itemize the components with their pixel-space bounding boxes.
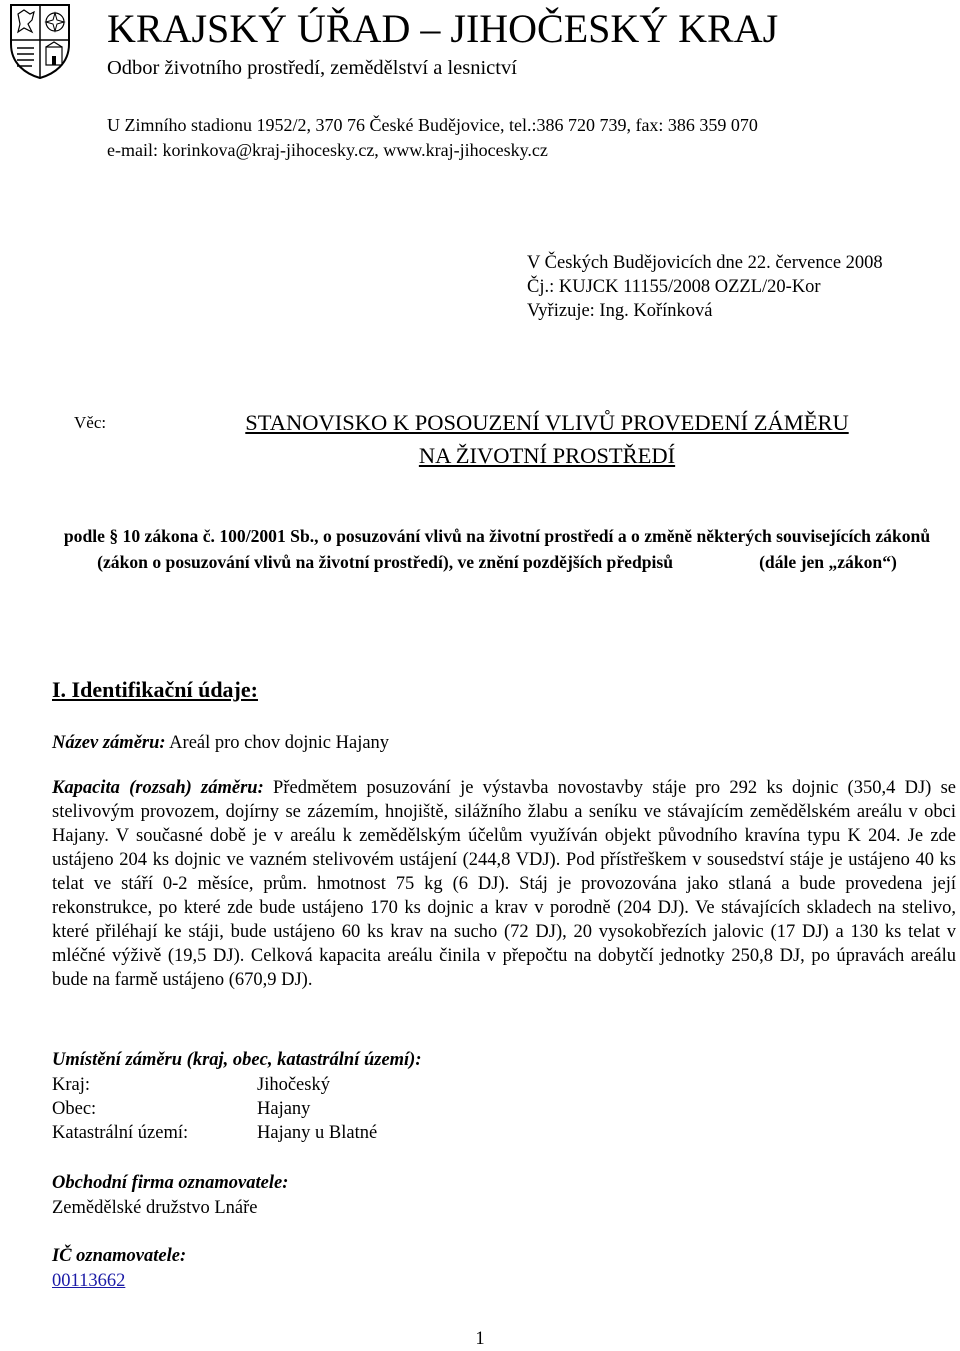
page-number: 1: [475, 1329, 485, 1349]
subject-title-line2: NA ŽIVOTNÍ PROSTŘEDÍ: [418, 443, 676, 468]
location-heading: Umístění záměru (kraj, obec, katastrální území):: [52, 1050, 422, 1070]
document-date: V Českých Budějovicích dne 22. července 2008: [527, 253, 883, 273]
authority-title: KRAJSKÝ ÚŘAD – JIHOČESKÝ KRAJ: [107, 6, 779, 51]
capacity-text: Předmětem posuzování je výstavba novostavby stáje pro 292 ks dojnic (350,4 DJ) se stelivovým provozem, dojírny se zázemím, hnojiště, silážního žlabu a seníku ve stávajícím zemědělském areálu v obci Hajany. V současné době je v areálu k zemědělským účelům využíván objekt původního kravína typu K 204. Je zde ustájeno 204 ks dojnic ve vazném stelivovém ustájení (244,8 VDJ). Pod přístřeškem v sousedství stáje je ustájeno 40 ks telat ve stáří 0-2 měsíce, prům. hmotnost 75 kg (6 DJ). Stáj je provozována jako stlaná a bude provedena její rekonstrukce, po které zde bude ustájeno 170 ks dojnic a krav v porodně (204 DJ). Ve stávajících skladech na stelivo, které přiléhají ke stáji, bude ustájeno 60 ks krav na sucho (72 DJ), 20 vysokobřezích jalovic (17 DJ) a 130 ks telat v mléčné výživě (19,5 DJ). Celková kapacita areálu činila v přepočtu na dobytčí jednotky 250,8 DJ, po úpravách areálu bude na farmě ustájeno (670,9 DJ).: [52, 778, 956, 990]
subject-label: Věc:: [74, 413, 107, 432]
project-name: [52, 731, 389, 755]
cadastral-key: Katastrální území:: [52, 1123, 189, 1143]
capacity-paragraph: [52, 776, 956, 992]
project-name-value: Areál pro chov dojnic Hajany: [169, 733, 390, 753]
legal-basis: [40, 523, 954, 575]
file-number: Čj.: KUJCK 11155/2008 OZZL/20-Kor: [527, 277, 821, 297]
subject-title-line1: STANOVISKO K POSOUZENÍ VLIVŮ PROVEDENÍ ZÁMĚRU: [245, 410, 849, 435]
legal-basis-abbrev: (dále jen „zákon“): [759, 552, 897, 572]
subject-title: [140, 406, 954, 472]
address-line: U Zimního stadionu 1952/2, 370 76 České Budějovice, tel.:386 720 739, fax: 386 359 070: [107, 115, 758, 135]
region-value: Jihočeský: [257, 1075, 330, 1095]
municipality-key: Obec:: [52, 1099, 97, 1119]
ic-heading: IČ oznamovatele:: [52, 1246, 187, 1266]
region-key: Kraj:: [52, 1075, 91, 1095]
legal-basis-text: podle § 10 zákona č. 100/2001 Sb., o posuzování vlivů na životní prostředí a o změně některých souvisejících zákonů (zákon o posuzování vlivů na životní prostředí), ve znění pozdějších předpisů: [63, 526, 931, 572]
firm-value: Zemědělské družstvo Lnáře: [52, 1198, 258, 1218]
firm-heading: Obchodní firma oznamovatele:: [52, 1173, 289, 1193]
department-name: Odbor životního prostředí, zemědělství a lesnictví: [107, 57, 517, 79]
contact-line: e-mail: korinkova@kraj-jihocesky.cz, www.kraj-jihocesky.cz: [107, 140, 548, 160]
coat-of-arms-logo: [8, 2, 72, 80]
ic-value-link[interactable]: 00113662: [52, 1271, 126, 1291]
cadastral-value: Hajany u Blatné: [257, 1123, 378, 1143]
project-name-label: Název záměru:: [52, 733, 166, 753]
municipality-value: Hajany: [257, 1099, 311, 1119]
section-heading: I. Identifikační údaje:: [52, 677, 258, 702]
handled-by: Vyřizuje: Ing. Kořínková: [527, 301, 713, 321]
capacity-label: Kapacita (rozsah) záměru:: [52, 778, 264, 798]
